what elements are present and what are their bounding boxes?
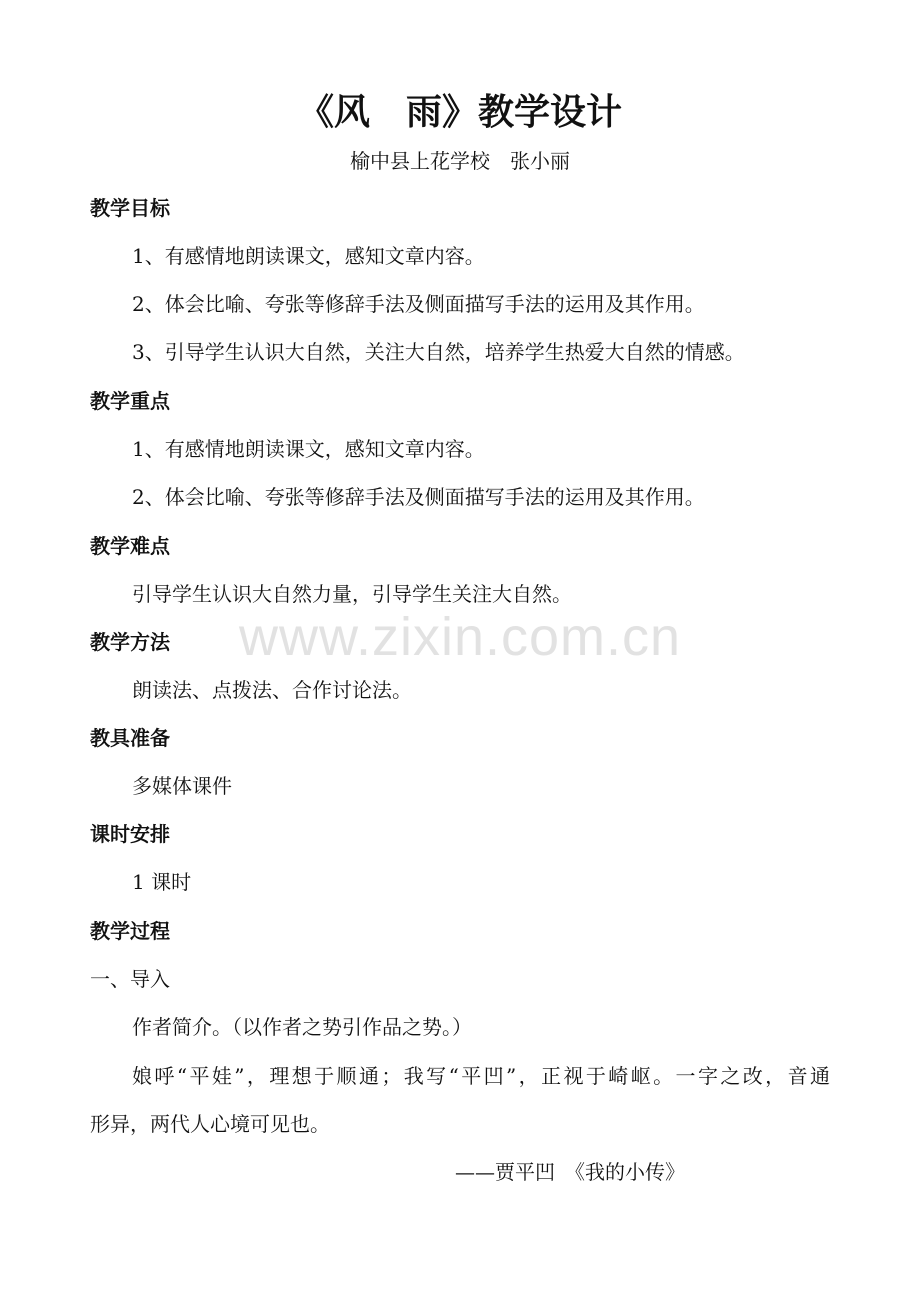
document-author: 榆中县上花学校 张小丽 bbox=[350, 149, 570, 173]
quote-line-1: 娘呼“平娃”，理想于顺通；我写“平凹”，正视于崎岖。一字之改，音通 bbox=[132, 1064, 830, 1088]
heading-methods: 教学方法 bbox=[90, 630, 170, 654]
goal-item: 2、体会比喻、夸张等修辞手法及侧面描写手法的运用及其作用。 bbox=[132, 292, 705, 316]
heading-goals: 教学目标 bbox=[90, 196, 170, 220]
schedule-text: 1 课时 bbox=[132, 870, 192, 894]
quote-citation: ——贾平凹 《我的小传》 bbox=[455, 1160, 685, 1184]
author-intro-text: 作者简介。（以作者之势引作品之势。） bbox=[132, 1015, 472, 1039]
key-point-item: 2、体会比喻、夸张等修辞手法及侧面描写手法的运用及其作用。 bbox=[132, 485, 705, 509]
difficulties-text: 引导学生认识大自然力量，引导学生关注大自然。 bbox=[132, 582, 572, 606]
quote-line-2: 形异，两代人心境可见也。 bbox=[90, 1112, 330, 1136]
heading-difficulties: 教学难点 bbox=[90, 534, 170, 558]
document-title: 《风 雨》教学设计 bbox=[297, 92, 622, 133]
heading-tools: 教具准备 bbox=[90, 726, 170, 750]
tools-text: 多媒体课件 bbox=[132, 774, 232, 798]
process-step-intro: 一、导入 bbox=[90, 967, 170, 991]
goal-item: 3、引导学生认识大自然，关注大自然，培养学生热爱大自然的情感。 bbox=[132, 340, 745, 364]
methods-text: 朗读法、点拨法、合作讨论法。 bbox=[132, 678, 412, 702]
heading-process: 教学过程 bbox=[90, 919, 170, 943]
heading-key-points: 教学重点 bbox=[90, 389, 170, 413]
heading-schedule: 课时安排 bbox=[90, 822, 170, 846]
key-point-item: 1、有感情地朗读课文，感知文章内容。 bbox=[132, 437, 485, 461]
goal-item: 1、有感情地朗读课文，感知文章内容。 bbox=[132, 244, 485, 268]
watermark: www.zixin.com.cn bbox=[238, 607, 682, 667]
